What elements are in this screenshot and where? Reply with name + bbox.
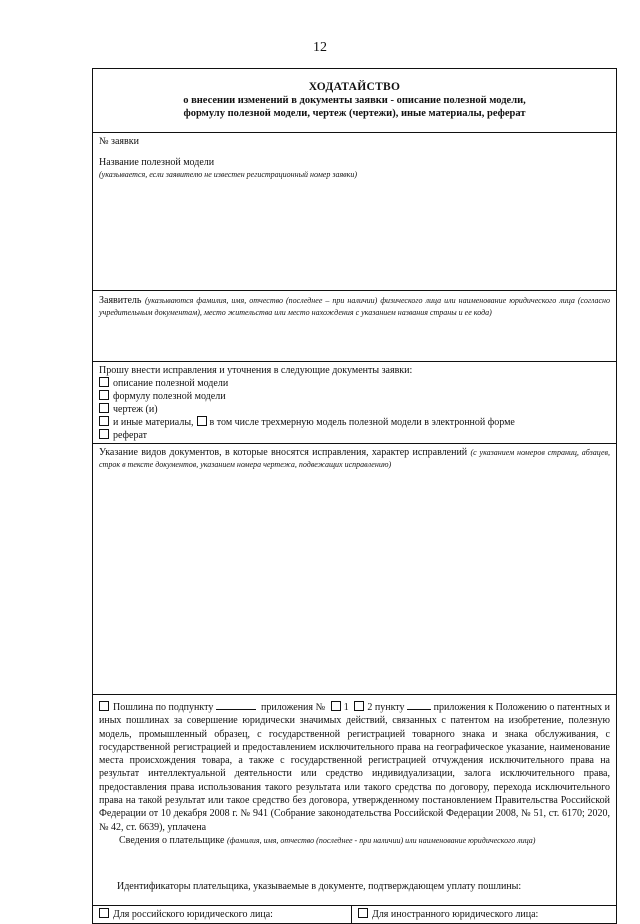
payer-label: Сведения о плательщике: [119, 834, 225, 846]
applicant-note: (указываются фамилия, имя, отчество (последнее – при наличии) физического лица или наименование юридического лица (согласно учредительным документам), место жительства или место нахождения с указанием названия страны и ее кода): [99, 296, 610, 317]
utility-model-name-note: (указывается, если заявителю не известен регистрационный номер заявки): [99, 170, 358, 179]
fee-paid-checkbox[interactable]: [99, 701, 109, 711]
utility-model-name-label: Название полезной модели: [99, 157, 215, 168]
applicant-label: Заявитель: [99, 295, 142, 306]
appendix-2-checkbox[interactable]: [354, 701, 364, 711]
corrections-item-description: описание полезной модели: [99, 377, 610, 390]
corrections-item-claims: формулу полезной модели: [99, 390, 610, 403]
changes-field: [99, 447, 610, 471]
form-title-line1: о внесении изменений в документы заявки - описание полезной модели,: [183, 95, 526, 106]
fee-text: Пошлина по подпункту приложения № 1 2 пункту приложения к Положению о патентных и иных пошлинах за совершение юридически значимых действий, связанных с патентом на изобретение, полезную модель, промышленный образец, с государственной регистрацией товарного знака и знака обслуживания, с государственной регистрацией и предоставлением исключительного права на географическое указание, наименование места происхождения товара, а также с государственной регистрацией отчуждения исключительного права на результат интеллектуальной деятельности или средство индивидуализации, залога исключительного права, предоставления права использования такого результата или такого средства по договору, перехода исключительного права на такой результат или такое средство без договора, утвержденному постановлением Правительства Российской Федерации от 10 декабря 2008 г. № 941 (Собрание законодательства Российской Федерации 2008, № 51, ст. 6170; 2020, № 42, ст. 6639), уплачена: [99, 702, 611, 833]
application-section: [93, 133, 616, 291]
form-title: [93, 69, 616, 133]
entity-row: [93, 905, 616, 923]
form-title-line2: формулу полезной модели, чертеж (чертежи), иные материалы, реферат: [183, 108, 526, 119]
corrections-item-abstract: реферат: [99, 429, 610, 442]
payer-note: (фамилия, имя, отчество (последнее - при наличии) или наименование юридического лица): [226, 835, 536, 845]
page-number: 12: [313, 40, 327, 55]
corrections-item-other: и иные материалы, в том числе трехмерную модель полезной модели в электронной форме: [99, 416, 610, 429]
other-materials-checkbox[interactable]: [99, 416, 109, 426]
changes-note: (с указанием номеров страниц, абзацев, строк в тексте документов, указанием номера чертежа, подвежащих исправлению): [99, 448, 611, 469]
corrections-section: [93, 362, 616, 444]
russian-entity-checkbox[interactable]: [99, 908, 109, 918]
russian-entity-cell: [93, 906, 352, 923]
petition-form: [92, 68, 617, 924]
changes-label: Указание видов документов, в которые вносятся исправления, характер исправлений: [99, 447, 468, 458]
payer-identifiers-label: Идентификаторы плательщика, указываемые в документе, подтверждающем уплату пошлины:: [117, 880, 522, 892]
paragraph-blank[interactable]: [407, 700, 431, 710]
corrections-intro: Прошу внести исправления и уточнения в следующие документы заявки:: [99, 365, 413, 376]
claims-checkbox[interactable]: [99, 390, 109, 400]
foreign-entity-checkbox[interactable]: [358, 908, 368, 918]
appendix-1-checkbox[interactable]: [331, 701, 341, 711]
changes-section: [93, 444, 616, 695]
three-d-model-checkbox[interactable]: [197, 416, 207, 426]
form-title-main: ХОДАТАЙСТВО: [308, 81, 401, 93]
application-number-label: № заявки: [99, 136, 139, 147]
applicant-field: [99, 295, 610, 319]
drawing-checkbox[interactable]: [99, 403, 109, 413]
description-checkbox[interactable]: [99, 377, 109, 387]
fee-section: [93, 695, 616, 905]
corrections-item-drawing: чертеж (и): [99, 403, 610, 416]
applicant-section: [93, 291, 616, 362]
fee-body: о патентных и иных пошлинах за совершение юридически значимых действий, связанных с патентом на изобретение, полезную модель, промышленный образец, с государственной регистрацией товарного знака и знака обслуживания, с государственной регистрацией и предоставлением исключительного права на географическое указание, наименование места происхождения товара, а также с государственной регистрацией отчуждения исключительного права на результат интеллектуальной деятельности или средство индивидуализации, залога исключительного права, предоставления права использования такого результата или такого средства по договору, перехода исключительного права на такой результат или такое средство без договора, утвержденному постановлением Правительства Российской Федерации от 10 декабря 2008 г. № 941 (Собрание законодательства Российской Федерации 2008, № 51, ст. 6170; 2020, № 42, ст. 6639), уплачена: [99, 702, 611, 833]
payer-info: [99, 835, 610, 847]
russian-entity-label: Для российского юридического лица:: [113, 908, 273, 920]
abstract-checkbox[interactable]: [99, 429, 109, 439]
foreign-entity-cell: [352, 906, 616, 923]
foreign-entity-label: Для иностранного юридического лица:: [372, 908, 539, 920]
subparagraph-blank[interactable]: [216, 700, 256, 710]
